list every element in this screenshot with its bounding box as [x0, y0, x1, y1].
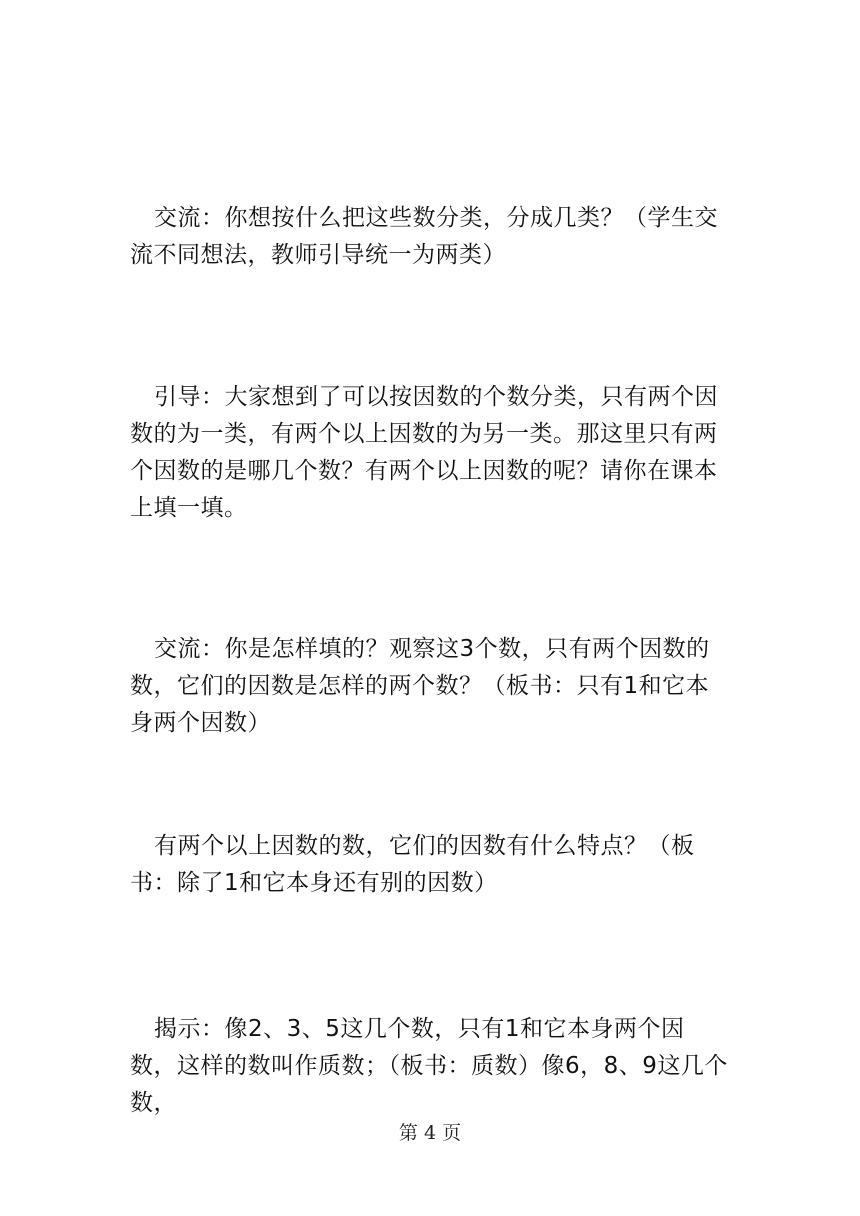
paragraph-guidance: 引导：大家想到了可以按因数的个数分类，只有两个因数的为一类，有两个以上因数的为另一类。那这里只有两个因数的是哪几个数？有两个以上因数的呢？请你在课本上填一填。 [130, 384, 718, 521]
paragraph-exchange-classification: 交流：你想按什么把这些数分类，分成几类？（学生交流不同想法，教师引导统一为两类） [130, 205, 718, 268]
paragraph-more-factors: 有两个以上因数的数，它们的因数有什么特点？（板书：除了1和它本身还有别的因数） [130, 833, 695, 896]
paragraph-exchange-observation: 交流：你是怎样填的？观察这3个数，只有两个因数的数，它们的因数是怎样的两个数？（板书：只有1和它本身两个因数） [130, 636, 710, 736]
page-number: 第 4 页 [398, 1122, 462, 1144]
paragraph-reveal-prime: 揭示：像2、3、5这几个数，只有1和它本身两个因数，这样的数叫作质数；（板书：质数）像6，8、9这几个数， [130, 1016, 728, 1116]
